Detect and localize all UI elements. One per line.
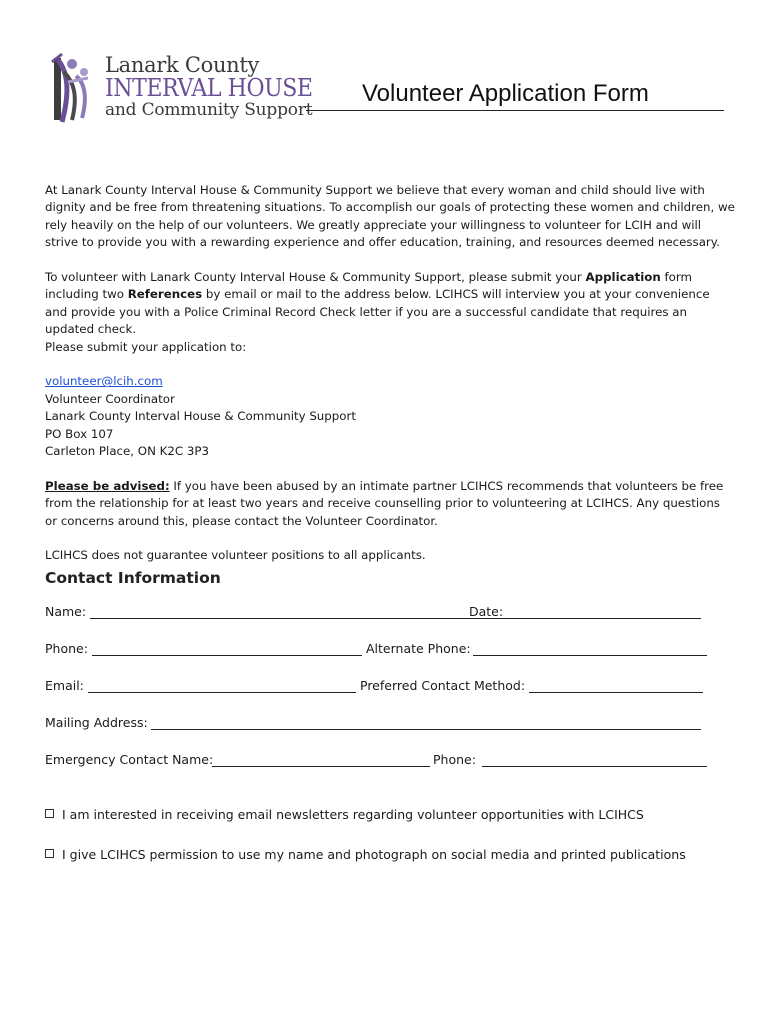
- advisory-paragraph: [45, 478, 735, 530]
- permission-checkbox[interactable]: [45, 849, 54, 858]
- email-label: Email:: [45, 678, 84, 693]
- address-line-1: Volunteer Coordinator: [45, 391, 175, 406]
- logo-line-3: and Community Support: [105, 100, 313, 120]
- page-title: Volunteer Application Form: [362, 80, 649, 107]
- logo-line-2: INTERVAL HOUSE: [105, 74, 313, 102]
- submission-text-2: form including two: [45, 270, 693, 302]
- volunteer-email-link[interactable]: volunteer@lcih.com: [45, 374, 163, 389]
- address-line-2: Lanark County Interval House & Community Support: [45, 409, 356, 424]
- phone-row: [45, 641, 725, 659]
- submission-references-bold: References: [127, 287, 203, 302]
- preferred-contact-field[interactable]: [529, 692, 703, 693]
- submission-text-4: Please submit your application to:: [45, 339, 247, 354]
- emergency-contact-row: [45, 752, 725, 770]
- organization-logo: [48, 52, 313, 132]
- logo-line-1: Lanark County: [105, 53, 260, 77]
- email-field[interactable]: [88, 692, 356, 693]
- mailing-address-field[interactable]: [151, 729, 701, 730]
- permission-checkbox-label: I give LCIHCS permission to use my name and photograph on social media and printed publications: [62, 847, 686, 862]
- email-row: [45, 678, 725, 696]
- name-field[interactable]: [90, 618, 508, 619]
- name-date-row: [45, 604, 725, 622]
- date-label: Date:: [469, 604, 504, 619]
- advisory-label: Please be advised:: [45, 478, 170, 493]
- contact-section-heading: Contact Information: [45, 569, 221, 587]
- mailing-address-block: [45, 373, 735, 460]
- intro-paragraph: At Lanark County Interval House & Community Support we believe that every woman and child should live with dignity and be free from threatening situations. To accomplish our goals of protecting these women and children, we rely heavily on the help of our volunteers. We greatly appreciate your willingness to volunteer for LCIH and will strive to provide you with a rewarding experience and offer education, training, and resources deemed necessary.: [45, 183, 735, 250]
- alternate-phone-label: Alternate Phone:: [366, 641, 471, 656]
- permission-checkbox-row[interactable]: [45, 847, 686, 862]
- submission-text-3: by email or mail to the address below. LCIHCS will interview you at your convenience and provide you with a Police Criminal Record Check letter if you are a successful candidate that requires an updated check.: [45, 287, 710, 337]
- preferred-contact-label: Preferred Contact Method:: [360, 678, 526, 693]
- newsletter-checkbox-row[interactable]: [45, 807, 644, 822]
- newsletter-checkbox-label: I am interested in receiving email newsletters regarding volunteer opportunities with LCIHCS: [62, 807, 644, 822]
- submission-paragraph: [45, 269, 735, 356]
- alternate-phone-field[interactable]: [473, 655, 707, 656]
- emergency-contact-label: Emergency Contact Name:: [45, 752, 214, 767]
- newsletter-checkbox[interactable]: [45, 809, 54, 818]
- document-body: [45, 182, 735, 582]
- phone-field[interactable]: [92, 655, 362, 656]
- mailing-address-label: Mailing Address:: [45, 715, 148, 730]
- mailing-address-row: [45, 715, 725, 733]
- guarantee-paragraph: LCIHCS does not guarantee volunteer positions to all applicants.: [45, 548, 426, 563]
- phone-label: Phone:: [45, 641, 88, 656]
- name-label: Name:: [45, 604, 87, 619]
- title-divider: [306, 110, 724, 111]
- logo-wordmark: [105, 54, 331, 120]
- address-line-3: PO Box 107: [45, 426, 114, 441]
- address-line-4: Carleton Place, ON K2C 3P3: [45, 444, 209, 459]
- emergency-phone-field[interactable]: [482, 766, 707, 767]
- advisory-text: If you have been abused by an intimate partner LCIHCS recommends that volunteers be free from the relationship for at least two years and receive counselling prior to volunteering at LCIHCS. Any questions or concerns around this, please contact the Volunteer Coordinator.: [45, 478, 724, 528]
- submission-text-1: To volunteer with Lanark County Interval House & Community Support, please submit your: [45, 270, 586, 285]
- date-field[interactable]: [505, 618, 701, 619]
- emergency-contact-field[interactable]: [212, 766, 430, 767]
- logo-figures-icon: [48, 52, 104, 126]
- emergency-phone-label: Phone:: [433, 752, 476, 767]
- submission-application-bold: Application: [585, 270, 661, 285]
